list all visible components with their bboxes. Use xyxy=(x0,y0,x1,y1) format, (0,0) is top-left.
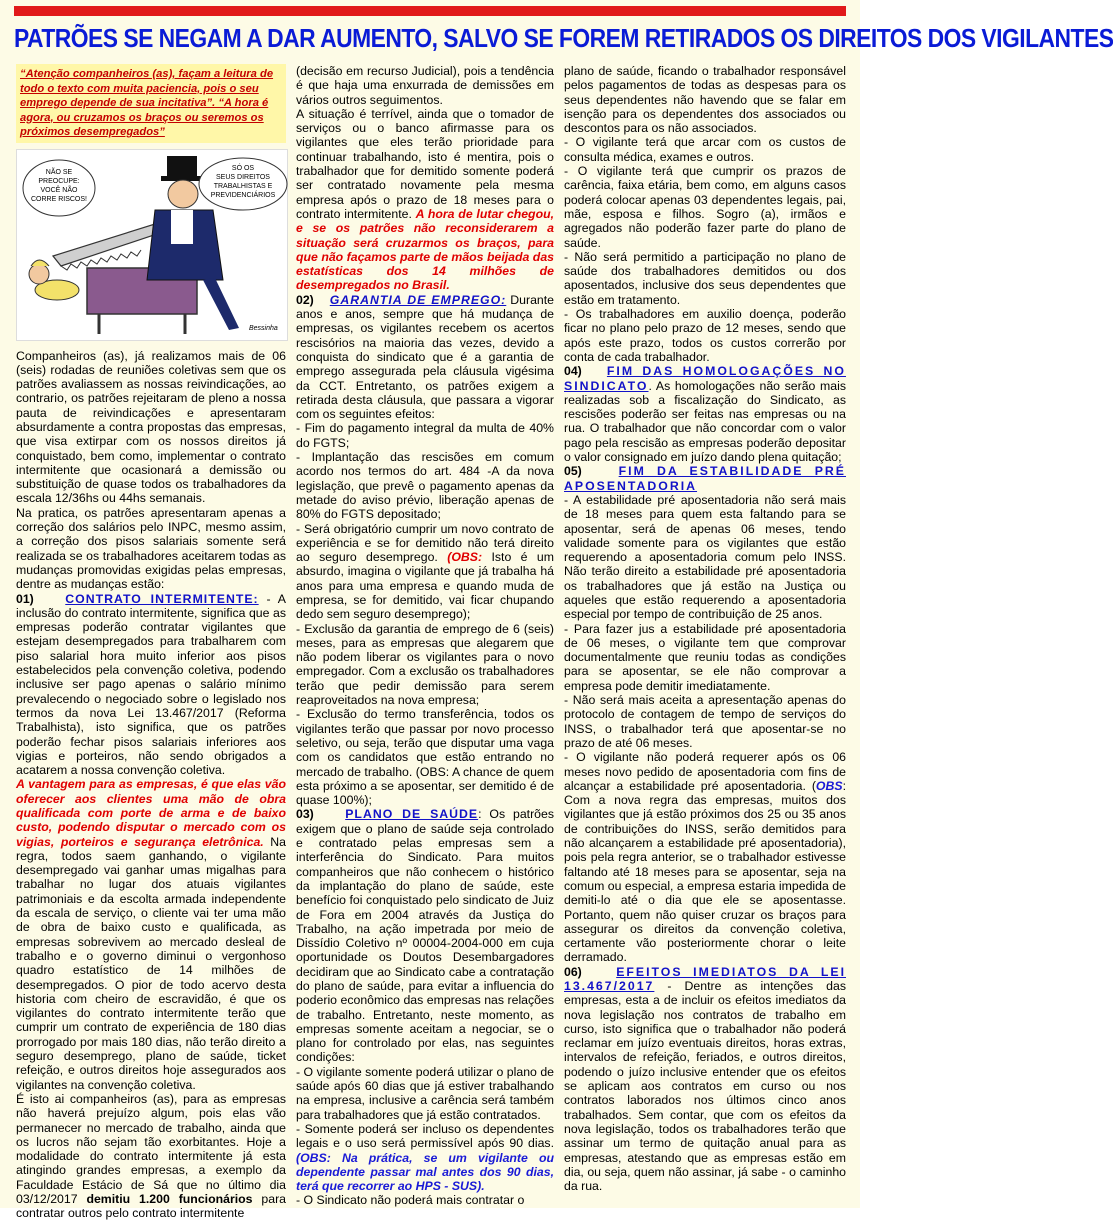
col2-paragraph-2 xyxy=(296,107,554,293)
bubble-left-line4: CORRE RISCOS! xyxy=(30,195,88,203)
closing-paragraph xyxy=(16,1092,286,1221)
col2-paragraph-2-highlight: A hora de lutar chegou, e se os patrões não reconsiderarem a situação será cruzarmos os braços, para que não façamos parte de mãos beijada das estatísticas dos 14 milhões de desempregados no Brasil. xyxy=(296,206,555,293)
closing-text-b: para contratar outros pelo contrato intermitente xyxy=(16,1192,286,1221)
bubble-left-line1: NÃO SE xyxy=(45,168,73,176)
column-1 xyxy=(16,64,286,1221)
headline: PATRÕES SE NEGAM A DAR AUMENTO, SALVO SE FOREM RETIRADOS OS DIREITOS DOS VIGILANTES xyxy=(14,23,1113,53)
cartoon-illustration xyxy=(16,149,288,341)
section-03 xyxy=(296,807,554,1064)
bullet-new-request xyxy=(564,750,846,964)
section-05-title: FIM DA ESTABILIDADE PRÉ APOSENTADORIA xyxy=(564,464,846,493)
column-3 xyxy=(564,64,846,1202)
section-03-text: : Os patrões exigem que o plano de saúde seja controlado e contratado pelas empresas sem a interferência do Sindicato. Para muitos companheiros que não conhecem o histórico da implantação do plano de saúde, este benefício foi conquistado pelo sindicato de Juiz de Fora em 2004 através da Justiça do Trabalho, na ação impetrada por meio de Dissídio Coletivo nº 00004-2004-000 em cuja oportunidade os Doutos Desembargadores decidiram que ao Sindicato cabe a contratação do plano de saúde, para evitar a influencia do poderio econômico das empresas nas relações de trabalho. Entretanto, neste momento, as empresas somente aceitam a negociar, se o plano for controlado por elas, nas seguintes condições: xyxy=(296,807,554,1065)
bullet-experience-tail: Isto é um absurdo, imagina o vigilante que já trabalha há anos para uma empresa e quando muda de empresa, se for demitido, vai ficar chupando dedo sem seguro desemprego); xyxy=(296,550,554,622)
bullet-health-plan-60-days: - O vigilante somente poderá utilizar o plano de saúde após 60 dias que já estiver trabalhando na empresa, inclusive a carência será também para trabalhadores que já estão contratados. xyxy=(296,1064,554,1122)
cartoon-signature: Bessinha xyxy=(249,324,278,332)
section-06-number: 06) xyxy=(564,964,582,979)
bullet-sick-leave: - Os trabalhadores em auxilio doença, poderão ficar no plano pelo prazo de 12 meses, sendo que após este prazo, todos os custos correrão por conta de cada trabalhador. xyxy=(564,307,846,364)
bubble-right-line2: SEUS DIREITOS xyxy=(216,173,270,181)
bullet-union-contract: - O Sindicato não poderá mais contratar o xyxy=(296,1193,525,1208)
bullet-new-request-tail: : Com a nova regra das empresas, muitos dos vigilantes que já estão próximos dos 25 ou 35 anos de contribuições do INSS, serão demitidos para não alcançarem a estabilidade pré aposentadoria), pois pela regra anterior, se o trabalhador estivesse faltando até 18 meses para se aposentar, seja na comum ou especial, a empresa estaria impedida de demiti-lo até o dia que ele se aposentasse. Portanto, quem não quiser cruzar os braços para assegurar os direitos da convenção coletiva, certamente vão posteriormente chorar o leite derramado. xyxy=(564,778,846,965)
section-01-continued xyxy=(16,777,286,1092)
bullet-dependents-text: - Somente poderá ser incluso os dependentes legais e o uso será permissível após 90 dias. xyxy=(296,1121,554,1151)
bullet-experience-contract xyxy=(296,522,554,622)
bullet-stability-6-months: - A estabilidade pré aposentadoria não será mais de 18 meses para quem esta faltando para se aposentar, será de apenas 06 meses, tendo validade somente para os vigilantes que estão requerendo a aposentadoria comum pelo INSS. Não terão direito a estabilidade pré aposentadoria os trabalhadores que já estão na Justiça ou aqueles que estão requerendo a aposentadoria especial por tempo de contribuição de 25 anos. xyxy=(564,492,846,622)
section-01-number: 01) xyxy=(16,591,34,606)
section-02-title: GARANTIA DE EMPREGO: xyxy=(329,292,507,307)
section-03-number: 03) xyxy=(296,807,314,822)
section-01-highlight: A vantagem para as empresas, é que elas vão oferecer aos clientes uma mão de obra qualificada com porte de arma e de baixo custo, podendo disputar o mercado com os vigias, porteiros e segurança eletrônica. xyxy=(16,777,286,849)
col2-paragraph-2-text: A situação é terrível, ainda que o tomador de serviços ou o banco afirmasse para os vigilantes que eles terão prioridade para continuar trabalhando, isto é mentira, pois o trabalhador que for demitido somente poderá ser contratado novamente pela mesma empresa após o prazo de 18 meses para o contrato intermitente. xyxy=(296,106,554,221)
column-2 xyxy=(296,64,555,1208)
bullet-prove-conditions: - Para fazer jus a estabilidade pré aposentadoria de 06 meses, o vigilante tem que comprovar documentalmente que reuniu todas as condições para se aposentar, se ele não comprovar a empresa pode demitir imediatamente. xyxy=(564,621,846,693)
section-06-title: EFEITOS IMEDIATOS DA LEI 13.467/2017 xyxy=(564,964,846,993)
col2-paragraph-1: (decisão em recurso Judicial), pois a tendência é que haja uma enxurrada de demissões em vários outros seguimentos. xyxy=(296,64,554,107)
section-06-text: - Dentre as intenções das empresas, esta a de incluir os efeitos imediatos da nova legislação nos contratos de trabalho em curso, isto significa que o trabalhador não poderá reclamar em juízo eventuais direitos, horas extras, intervalos de refeição, feriados, e outros direitos, podendo o juízo inclusive entender que os efeitos se aplicam aos contratos em curso ou nos contratos laborados nos últimos cinco anos trabalhados. Sem contar, que com os efeitos da nova legislação, todos os trabalhadores terão que assinar um termo de quitação anual para as empresas, atestando que as empresas estão em dia, ou seja, quem não assinar, já sabe - o caminho da rua. xyxy=(564,979,846,1194)
bullet-new-request-text: - O vigilante não poderá requerer após os 06 meses novo pedido de aposentadoria com fins de alcançar a estabilidade pré aposentadoria. ( xyxy=(564,750,846,793)
bullet-medical-costs: - O vigilante terá que arcar com os custos de consulta médica, exames e outros. xyxy=(564,135,846,164)
cartoon-svg xyxy=(17,150,287,340)
bullet-protocol-not-accepted: - Não será mais aceita a apresentação apenas do protocolo de contagem de tempo de serviços do INSS, o trabalhador terá que aposentar-se no prazo de até 06 meses. xyxy=(564,693,846,750)
section-04-number: 04) xyxy=(564,364,582,379)
section-01-title: CONTRATO INTERMITENTE: xyxy=(65,591,259,606)
bubble-right-line1: SÓ OS xyxy=(231,164,255,172)
bullet-waiting-periods: - O vigilante terá que cumprir os prazos de carência, faixa etária, bem como, em alguns casos poderá colocar apenas 03 dependentes legais, pai, mãe, esposa e filhos. Sogro (a), irmãos e agregados não poderão fazer parte do plano de saúde. xyxy=(564,164,846,250)
bullet-transfer-exclusion: - Exclusão do termo transferência, todos os vigilantes terão que passar por novo processo seletivo, ou seja, terão que disputar uma vaga com os candidatos que estão entrando no mercado de trabalho. (OBS: A chance de quem esta próximo a se aposentar, ser demitido é de quase 100%); xyxy=(296,707,554,808)
section-01 xyxy=(16,592,286,778)
bubble-left-line3: VOCÊ NÃO xyxy=(40,186,78,194)
closing-text-a: É isto ai companheiros (as), para as empresas não haverá prejuízo algum, pois elas vão permanecer no mercado de trabalho, ainda que os lucros não sejam tão exorbitantes. Hoje a modalidade do contrato intermitente já esta atingindo grandes empresas, a exemplo da Faculdade Estácio de Sá que no último dia 03/12/2017 xyxy=(16,1091,286,1207)
bullet-dismissed-retired: - Não será permitido a participação no plano de saúde dos trabalhadores demitidos ou dos aposentados, inclusive dos seus dependentes que estão em tratamento. xyxy=(564,249,846,307)
bullet-dependents-obs: (OBS: Na prática, se um vigilante ou dependente passar mal antes dos 90 dias, terá que recorrer ao HPS - SUS). xyxy=(296,1150,554,1194)
section-05 xyxy=(564,464,846,493)
section-02-text: Durante anos e anos, sempre que há mudança de empresas, os vigilantes recebem os acertos rescisórios na maioria das vezes, devido a conquista do sindicato que é a garantia de emprego assegurada pela cláusula vigésima da CCT. Entretanto, os patrões exigem a retirada desta cláusula, que passara a vigorar com os seguintes efeitos: xyxy=(296,292,555,422)
section-01-text-2: Na regra, todos saem ganhando, o vigilante desempregado vai ganhar umas migalhas para trabalhar no lugar dos atuais vigilantes patrimoniais e da escolta armada independente da escala de serviço, o cliente vai ter uma mão de obra de baixo custo e qualificada, as empresas sobrevivem ao mercado desleal de trabalho e o governo diminui o vergonhoso quadro estatístico de 14 milhões de desempregados. O pior de todo acervo desta historia com cheiro de escravidão, é que os vigilantes do contrato intermitente terão que cumprir um contrato de experiência de 180 dias prorrogado por mais 180 dias, não terão direito a seguro desemprego, plano de saúde, ticket refeição, e outros direitos hoje assegurados aos vigilantes na convenção coletiva. xyxy=(16,834,286,1092)
section-04 xyxy=(564,364,846,464)
bullet-dependents xyxy=(296,1122,554,1193)
bullet-common-agreement: - Implantação das rescisões em comum acordo nos termos do art. 484 -A da nova legislação, que prevê o pagamento apenas da metade do aviso prévio, liberação apenas de 80% do FGTS depositado; xyxy=(296,450,554,522)
section-01-text: - A inclusão do contrato intermitente, significa que as empresas poderão contratar vigilantes que estejam desempregados para trabalharem com piso salarial hora muito inferior aos pisos estabelecidos pela convenção coletiva, podendo inclusive ser pago apenas o salário mínimo prevalecendo o negociado sobre o legislado nos termos da nova Lei 13.467/2017 (Reforma Trabalhista), isto significa, que os patrões poderão fechar pisos salariais inferiores aos vigias e porteiros, não sendo obrigados a acatarem a nossa convenção coletiva. xyxy=(16,591,286,778)
bullet-experience-text: - Será obrigatório cumprir um novo contrato de experiência e se for demitido não terá direito ao seguro desemprego. xyxy=(296,521,554,565)
section-06 xyxy=(564,965,846,1194)
col3-paragraph-1: plano de saúde, ficando o trabalhador responsável pelos pagamentos de todas as despesas para os seus dependentes não havendo que se falar em isenção para os dependentes dos associados ou descontos para os não associados. xyxy=(564,64,846,136)
intro-paragraph: Companheiros (as), já realizamos mais de 06 (seis) rodadas de reuniões coletivas sem que os patrões avaliassem as nossas reivindicações, ao contrario, os patrões rejeitaram de pleno a nossa pauta de reivindicações e apresentaram absurdamente a contra propostas das empresas, que visa extirpar com os nossos direitos já conquistado, bem como, implementar o contrato intermitente que ocasionará a demissão ou substituição de quase todos os trabalhadores da escala 12/36hs ou 44hs semanais. xyxy=(16,348,286,506)
section-02-number: 02) xyxy=(296,292,314,307)
bullet-new-request-obs: OBS xyxy=(815,778,843,793)
section-04-title: FIM DAS HOMOLOGAÇÕES NO SINDICATO xyxy=(564,364,846,393)
bullet-fgts-fine: - Fim do pagamento integral da multa de 40% do FGTS; xyxy=(296,421,554,450)
callout-quote: “Atenção companheiros (as), façam a leitura de todo o texto com muita paciencia, pois o seu emprego depende de sua incitativa”. “A hora é agora, ou cruzamos os braços ou seremos os próximos desempregados” xyxy=(16,64,286,143)
top-red-bar xyxy=(14,6,846,16)
bubble-left-line2: PREOCUPE: xyxy=(38,177,80,185)
bullet-experience-obs: (OBS: xyxy=(447,550,483,565)
section-04-text: . As homologações não serão mais realizadas sob a fiscalização do Sindicato, as rescisões poderão ser feitas nas empresas ou na rua. O trabalhador que não concordar com o valor pago pela rescisão as empresas poderão depositar o valor consignado em juízo dando plena quitação; xyxy=(564,378,846,465)
bubble-right-line3: TRABALHISTAS E xyxy=(213,182,273,190)
section-05-number: 05) xyxy=(564,464,582,479)
section-02 xyxy=(296,293,554,422)
section-03-title: PLANO DE SAÚDE xyxy=(345,807,479,822)
closing-text-bold: demitiu 1.200 funcionários xyxy=(86,1192,253,1207)
bullet-guarantee-exclusion: - Exclusão da garantia de emprego de 6 (seis) meses, para as empresas que alegarem que não podem liberar os vigilantes para o novo empregador. Com a exclusão os trabalhadores terão que pedir demissão para serem reaproveitados na nova empresa; xyxy=(296,621,554,708)
intro-paragraph-2: Na pratica, os patrões apresentaram apenas a correção dos salários pelo INPC, mesmo assim, a correção dos pisos salariais somente será realizada se os trabalhadores aceitarem todas as mudanças promovidas exigidas pelas empresas, dentre as mudanças estão: xyxy=(16,505,286,592)
bubble-right-line4: PREVIDENCIÁRIOS xyxy=(210,191,276,199)
